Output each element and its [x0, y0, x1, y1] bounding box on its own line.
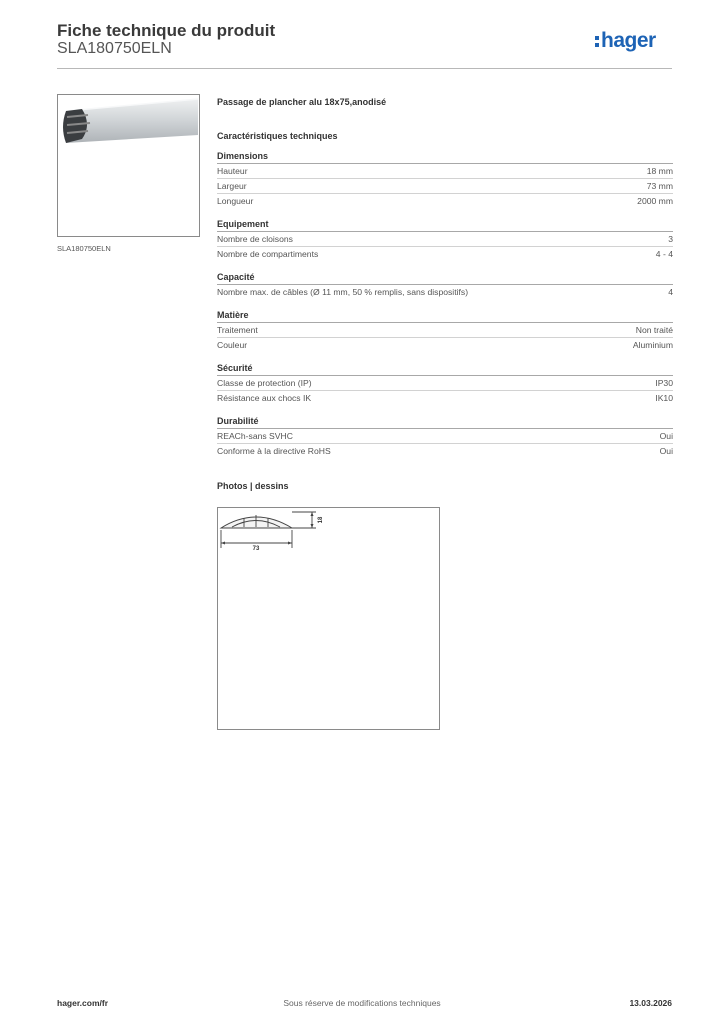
spec-group-title: Durabilité [217, 415, 673, 429]
spec-value: Non traité [635, 325, 673, 335]
spec-label: Classe de protection (IP) [217, 378, 312, 388]
product-name: Passage de plancher alu 18x75,anodisé [217, 97, 387, 107]
spec-row [217, 376, 673, 391]
spec-group-equipement [217, 218, 673, 261]
spec-label: Résistance aux chocs IK [217, 393, 312, 403]
spec-label: Couleur [217, 340, 248, 350]
spec-label: Largeur [217, 181, 247, 191]
spec-value: 3 [668, 234, 673, 244]
hager-logo [594, 28, 674, 54]
specs-heading: Caractéristiques techniques [217, 131, 338, 141]
spec-label: Conforme à la directive RoHS [217, 446, 331, 456]
cross-section-drawing [218, 508, 439, 729]
brand-wordmark: hager [601, 29, 656, 52]
spec-row [217, 323, 673, 338]
spec-group-dimensions [217, 150, 673, 208]
spec-label: Nombre de compartiments [217, 249, 319, 259]
product-details [217, 95, 673, 493]
spec-label: Longueur [217, 196, 254, 206]
spec-value: 18 mm [646, 166, 673, 176]
spec-row [217, 391, 673, 405]
spec-value: IP30 [655, 378, 673, 388]
header-divider [57, 68, 672, 69]
spec-row [217, 444, 673, 458]
cable-duct-image [58, 95, 199, 236]
spec-row [217, 194, 673, 208]
spec-value: Aluminium [632, 340, 673, 350]
spec-value: 73 mm [646, 181, 673, 191]
spec-group-title: Capacité [217, 271, 673, 285]
spec-value: 2000 mm [637, 196, 673, 206]
spec-group-title: Equipement [217, 218, 673, 232]
spec-row [217, 232, 673, 247]
spec-row [217, 285, 673, 299]
spec-label: Nombre max. de câbles (Ø 11 mm, 50 % remplis, sans dispositifs) [217, 287, 469, 297]
spec-group-durabilite [217, 415, 673, 458]
technical-drawing [217, 507, 440, 730]
spec-group-capacite [217, 271, 673, 299]
footer-disclaimer: Sous réserve de modifications techniques [283, 998, 441, 1008]
dimension-height-label: 18 [318, 516, 324, 524]
photos-heading: Photos | dessins [217, 481, 289, 491]
spec-group-title: Dimensions [217, 150, 673, 164]
dimension-width-label: 73 [252, 546, 260, 552]
footer-website[interactable]: hager.com/fr [57, 998, 109, 1008]
spec-row [217, 179, 673, 194]
spec-group-title: Matière [217, 309, 673, 323]
page-title: Fiche technique du produit [57, 21, 276, 40]
spec-label: REACh-sans SVHC [217, 431, 293, 441]
spec-row [217, 164, 673, 179]
product-photo [57, 94, 200, 237]
spec-value: 4 - 4 [655, 249, 673, 259]
spec-row [217, 338, 673, 352]
photo-caption: SLA180750ELN [57, 244, 111, 253]
spec-row [217, 247, 673, 261]
footer-date: 13.03.2026 [629, 998, 672, 1008]
spec-value: 4 [668, 287, 673, 297]
spec-label: Traitement [217, 325, 258, 335]
spec-value: Oui [659, 431, 673, 441]
spec-label: Nombre de cloisons [217, 234, 293, 244]
spec-value: Oui [659, 446, 673, 456]
product-reference: SLA180750ELN [57, 40, 172, 57]
spec-group-matiere [217, 309, 673, 352]
spec-row [217, 429, 673, 444]
spec-value: IK10 [655, 393, 673, 403]
spec-group-title: Sécurité [217, 362, 673, 376]
spec-label: Hauteur [217, 166, 248, 176]
spec-group-securite [217, 362, 673, 405]
